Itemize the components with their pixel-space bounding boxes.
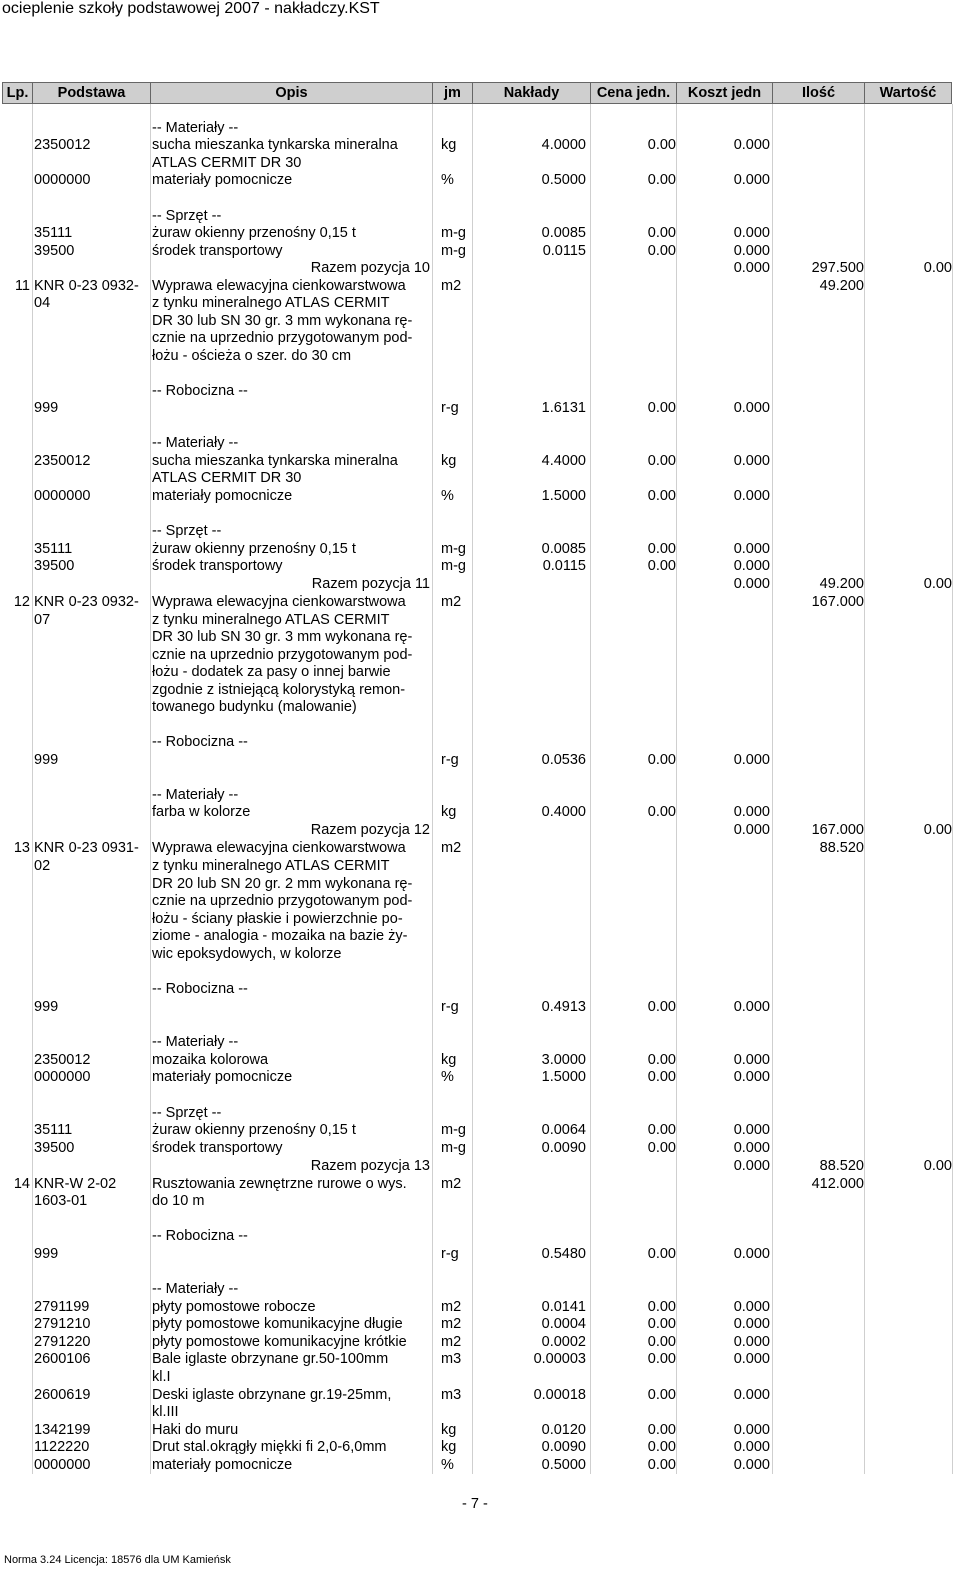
- cell-podstawa: 0000000: [34, 172, 91, 188]
- cell-opis: Rusztowania zewnętrzne rurowe o wys.: [152, 1176, 407, 1192]
- cell-opis: środek transportowy: [152, 243, 283, 259]
- cell-cena: 0.00: [647, 1334, 676, 1350]
- cell-opis: Deski iglaste obrzynane gr.19-25mm,: [152, 1387, 392, 1403]
- cell-cena: 0.00: [647, 1422, 676, 1438]
- cell-jm: m-g: [441, 541, 466, 557]
- column-header-koszt: Koszt jedn: [677, 83, 773, 103]
- position-total-label: Razem pozycja 13: [310, 1158, 430, 1174]
- cell-jm: m2: [441, 278, 462, 294]
- cell-opis: z tynku mineralnego ATLAS CERMIT: [152, 295, 390, 311]
- cell-jm: %: [441, 488, 454, 504]
- cell-koszt: 0.000: [733, 137, 770, 153]
- cell-ilosc: 297.500: [811, 260, 864, 276]
- cell-lp: 12: [13, 594, 30, 610]
- column-header-jm: jm: [433, 83, 473, 103]
- cell-jm: kg: [441, 1052, 457, 1068]
- cell-opis: cznie na uprzednio przygotowanym pod-: [152, 893, 413, 909]
- cell-jm: %: [441, 172, 454, 188]
- cell-podstawa: 2350012: [34, 137, 91, 153]
- cell-koszt: 0.000: [733, 1457, 770, 1473]
- cell-jm: kg: [441, 137, 457, 153]
- cell-opis: -- Materiały --: [152, 120, 239, 136]
- cell-podstawa: 999: [34, 1246, 59, 1262]
- column-divider: [150, 104, 151, 1474]
- cell-podstawa: 04: [34, 295, 51, 311]
- cell-podstawa: 39500: [34, 558, 75, 574]
- cell-opis: wic epoksydowych, w kolorze: [152, 946, 342, 962]
- cell-jm: m-g: [441, 243, 466, 259]
- cell-cena: 0.00: [647, 400, 676, 416]
- cell-naklady: 0.0090: [541, 1439, 586, 1455]
- cell-opis: Wyprawa elewacyjna cienkowarstwowa: [152, 594, 406, 610]
- cell-koszt: 0.000: [733, 1140, 770, 1156]
- cell-opis: materiały pomocnicze: [152, 1069, 293, 1085]
- column-divider: [952, 104, 953, 1474]
- cell-naklady: 0.0085: [541, 225, 586, 241]
- cell-opis: DR 30 lub SN 30 gr. 3 mm wykonana rę-: [152, 313, 413, 329]
- cell-opis: -- Materiały --: [152, 1281, 239, 1297]
- cell-koszt: 0.000: [733, 488, 770, 504]
- cell-jm: m-g: [441, 558, 466, 574]
- cell-opis: -- Robocizna --: [152, 1228, 248, 1244]
- cell-ilosc: 88.520: [819, 1158, 864, 1174]
- cell-wartosc: 0.00: [923, 1158, 952, 1174]
- cell-ilosc: 167.000: [811, 594, 864, 610]
- cell-ilosc: 49.200: [819, 576, 864, 592]
- column-divider: [676, 104, 677, 1474]
- cell-koszt: 0.000: [733, 1069, 770, 1085]
- cell-jm: kg: [441, 1422, 457, 1438]
- cell-opis: środek transportowy: [152, 558, 283, 574]
- cell-koszt: 0.000: [733, 752, 770, 768]
- cell-jm: m3: [441, 1351, 462, 1367]
- cell-cena: 0.00: [647, 225, 676, 241]
- cell-cena: 0.00: [647, 243, 676, 259]
- cell-cena: 0.00: [647, 1387, 676, 1403]
- cell-cena: 0.00: [647, 1069, 676, 1085]
- cell-opis: żuraw okienny przenośny 0,15 t: [152, 541, 356, 557]
- cell-opis: -- Materiały --: [152, 1034, 239, 1050]
- column-divider: [32, 104, 33, 1474]
- cell-opis: DR 20 lub SN 20 gr. 2 mm wykonana rę-: [152, 876, 413, 892]
- cell-naklady: 0.4913: [541, 999, 586, 1015]
- cell-wartosc: 0.00: [923, 576, 952, 592]
- cell-opis: żuraw okienny przenośny 0,15 t: [152, 225, 356, 241]
- column-divider: [864, 104, 865, 1474]
- cell-opis: płyty pomostowe robocze: [152, 1299, 316, 1315]
- cell-koszt: 0.000: [733, 1334, 770, 1350]
- cell-lp: 14: [13, 1176, 30, 1192]
- cell-opis: sucha mieszanka tynkarska mineralna: [152, 137, 398, 153]
- cell-podstawa: KNR-W 2-02: [34, 1176, 117, 1192]
- cell-opis: z tynku mineralnego ATLAS CERMIT: [152, 612, 390, 628]
- cell-opis: cznie na uprzednio przygotowanym pod-: [152, 330, 413, 346]
- cell-opis: łożu - dodatek za pasy o innej barwie: [152, 664, 391, 680]
- cell-opis: ziome - analogia - mozaika na bazie ży-: [152, 928, 408, 944]
- cell-cena: 0.00: [647, 1439, 676, 1455]
- cell-jm: r-g: [441, 999, 459, 1015]
- cell-koszt: 0.000: [733, 804, 770, 820]
- column-header-naklady: Nakłady: [473, 83, 591, 103]
- cell-ilosc: 412.000: [811, 1176, 864, 1192]
- cell-naklady: 0.5000: [541, 1457, 586, 1473]
- column-header-opis: Opis: [151, 83, 433, 103]
- cell-podstawa: 39500: [34, 1140, 75, 1156]
- cell-opis: Wyprawa elewacyjna cienkowarstwowa: [152, 840, 406, 856]
- cell-opis: środek transportowy: [152, 1140, 283, 1156]
- cell-cena: 0.00: [647, 1140, 676, 1156]
- cell-jm: m2: [441, 1299, 462, 1315]
- cell-podstawa: 999: [34, 752, 59, 768]
- cell-opis: -- Robocizna --: [152, 734, 248, 750]
- cell-opis: -- Materiały --: [152, 787, 239, 803]
- cell-podstawa: KNR 0-23 0931-: [34, 840, 139, 856]
- cell-lp: 13: [13, 840, 30, 856]
- position-total-label: Razem pozycja 10: [310, 260, 430, 276]
- cell-cena: 0.00: [647, 1246, 676, 1262]
- cell-opis: do 10 m: [152, 1193, 205, 1209]
- cell-podstawa: 0000000: [34, 1069, 91, 1085]
- column-divider: [432, 104, 433, 1474]
- cell-cena: 0.00: [647, 999, 676, 1015]
- cell-opis: Drut stal.okrągły miękki fi 2,0-6,0mm: [152, 1439, 387, 1455]
- cell-opis: -- Sprzęt --: [152, 523, 222, 539]
- cell-opis: płyty pomostowe komunikacyjne długie: [152, 1316, 403, 1332]
- cell-jm: m2: [441, 1334, 462, 1350]
- table-header: [2, 82, 952, 104]
- cell-jm: m-g: [441, 1122, 466, 1138]
- cell-jm: r-g: [441, 752, 459, 768]
- cell-koszt: 0.000: [733, 1351, 770, 1367]
- cell-opis: cznie na uprzednio przygotowanym pod-: [152, 647, 413, 663]
- cell-cena: 0.00: [647, 1351, 676, 1367]
- cell-opis: żuraw okienny przenośny 0,15 t: [152, 1122, 356, 1138]
- cell-opis: materiały pomocnicze: [152, 172, 293, 188]
- cell-koszt: 0.000: [733, 1122, 770, 1138]
- page-number: - 7 -: [462, 1496, 488, 1512]
- cell-jm: r-g: [441, 400, 459, 416]
- cell-cena: 0.00: [647, 1299, 676, 1315]
- column-divider: [472, 104, 473, 1474]
- cell-podstawa: 2791199: [34, 1299, 90, 1315]
- cell-naklady: 0.0120: [541, 1422, 586, 1438]
- cell-opis: DR 30 lub SN 30 gr. 3 mm wykonana rę-: [152, 629, 413, 645]
- cell-naklady: 4.0000: [541, 137, 586, 153]
- cell-podstawa: 1342199: [34, 1422, 91, 1438]
- cell-naklady: 0.0085: [541, 541, 586, 557]
- cell-koszt: 0.000: [733, 1246, 770, 1262]
- cell-podstawa: 999: [34, 999, 59, 1015]
- cell-cena: 0.00: [647, 137, 676, 153]
- cell-koszt: 0.000: [733, 1422, 770, 1438]
- cell-opis: zgodnie z istniejącą kolorystyką remon-: [152, 682, 406, 698]
- cell-opis: -- Sprzęt --: [152, 208, 222, 224]
- cell-podstawa: 02: [34, 858, 51, 874]
- cell-jm: m-g: [441, 1140, 466, 1156]
- cell-opis: kl.III: [152, 1404, 179, 1420]
- cell-koszt: 0.000: [733, 1316, 770, 1332]
- cell-naklady: 3.0000: [541, 1052, 586, 1068]
- cell-wartosc: 0.00: [923, 822, 952, 838]
- cell-koszt: 0.000: [733, 243, 770, 259]
- cell-podstawa: 2600106: [34, 1351, 91, 1367]
- cell-naklady: 0.0141: [541, 1299, 586, 1315]
- cell-koszt: 0.000: [733, 225, 770, 241]
- cell-naklady: 0.0536: [541, 752, 586, 768]
- cell-koszt: 0.000: [733, 260, 770, 276]
- cell-podstawa: KNR 0-23 0932-: [34, 278, 139, 294]
- cell-naklady: 0.5480: [541, 1246, 586, 1262]
- cell-jm: m2: [441, 1316, 462, 1332]
- cell-koszt: 0.000: [733, 558, 770, 574]
- cell-podstawa: 2350012: [34, 1052, 91, 1068]
- cell-jm: r-g: [441, 1246, 459, 1262]
- cell-opis: Haki do muru: [152, 1422, 239, 1438]
- cell-podstawa: 2791220: [34, 1334, 91, 1350]
- cell-opis: łożu - ościeża o szer. do 30 cm: [152, 348, 352, 364]
- cell-opis: z tynku mineralnego ATLAS CERMIT: [152, 858, 390, 874]
- column-header-cena: Cena jedn.: [591, 83, 677, 103]
- cell-opis: łożu - ściany płaskie i powierzchnie po-: [152, 911, 403, 927]
- footer-note: Norma 3.24 Licencja: 18576 dla UM Kamieńsk: [4, 1554, 231, 1566]
- cell-koszt: 0.000: [733, 576, 770, 592]
- cell-naklady: 0.0115: [542, 243, 586, 259]
- cell-koszt: 0.000: [733, 541, 770, 557]
- cell-opis: -- Sprzęt --: [152, 1105, 222, 1121]
- cell-wartosc: 0.00: [923, 260, 952, 276]
- cell-opis: -- Materiały --: [152, 435, 239, 451]
- cell-opis: towanego budynku (malowanie): [152, 699, 357, 715]
- cell-podstawa: 0000000: [34, 1457, 91, 1473]
- cell-cena: 0.00: [647, 752, 676, 768]
- cell-jm: kg: [441, 453, 457, 469]
- cell-podstawa: 1122220: [34, 1439, 90, 1455]
- cell-podstawa: 2350012: [34, 453, 91, 469]
- column-header-wartosc: Wartość: [879, 85, 937, 101]
- cell-koszt: 0.000: [733, 400, 770, 416]
- cell-cena: 0.00: [647, 1052, 676, 1068]
- cell-ilosc: 49.200: [819, 278, 864, 294]
- document-title: ocieplenie szkoły podstawowej 2007 - nakładczy.KST: [2, 0, 380, 17]
- cell-naklady: 1.6131: [541, 400, 586, 416]
- cell-podstawa: 35111: [34, 541, 73, 557]
- cell-opis: ATLAS CERMIT DR 30: [152, 155, 302, 171]
- cell-jm: m2: [441, 594, 462, 610]
- cell-ilosc: 167.000: [811, 822, 864, 838]
- cell-cena: 0.00: [647, 1122, 676, 1138]
- cell-podstawa: 07: [34, 612, 51, 628]
- cell-opis: -- Robocizna --: [152, 981, 248, 997]
- cell-opis: materiały pomocnicze: [152, 1457, 293, 1473]
- cell-jm: m-g: [441, 225, 466, 241]
- cell-opis: -- Robocizna --: [152, 383, 248, 399]
- cell-koszt: 0.000: [733, 1387, 770, 1403]
- cell-naklady: 0.0064: [541, 1122, 586, 1138]
- cell-naklady: 0.00003: [533, 1351, 586, 1367]
- column-header-lp: Lp.: [3, 83, 33, 103]
- cell-koszt: 0.000: [733, 999, 770, 1015]
- cell-naklady: 0.0115: [542, 558, 586, 574]
- cell-opis: farba w kolorze: [152, 804, 251, 820]
- cell-cena: 0.00: [647, 172, 676, 188]
- column-divider: [590, 104, 591, 1474]
- cell-jm: %: [441, 1457, 454, 1473]
- column-header-ilosc: Ilość: [773, 83, 865, 103]
- cell-opis: Wyprawa elewacyjna cienkowarstwowa: [152, 278, 406, 294]
- cell-naklady: 0.00018: [533, 1387, 586, 1403]
- cell-jm: m3: [441, 1387, 462, 1403]
- cell-naklady: 0.0090: [541, 1140, 586, 1156]
- cell-opis: Bale iglaste obrzynane gr.50-100mm: [152, 1351, 389, 1367]
- cell-koszt: 0.000: [733, 1299, 770, 1315]
- cell-podstawa: 39500: [34, 243, 75, 259]
- cell-opis: mozaika kolorowa: [152, 1052, 269, 1068]
- cell-cena: 0.00: [647, 453, 676, 469]
- cell-podstawa: 1603-01: [34, 1193, 88, 1209]
- cell-koszt: 0.000: [733, 1158, 770, 1174]
- cell-podstawa: KNR 0-23 0932-: [34, 594, 139, 610]
- cell-opis: płyty pomostowe komunikacyjne krótkie: [152, 1334, 407, 1350]
- cell-jm: kg: [441, 1439, 457, 1455]
- cell-naklady: 1.5000: [541, 488, 586, 504]
- cell-cena: 0.00: [647, 488, 676, 504]
- cell-koszt: 0.000: [733, 822, 770, 838]
- cell-cena: 0.00: [647, 541, 676, 557]
- cell-opis: ATLAS CERMIT DR 30: [152, 470, 302, 486]
- cell-lp: 11: [14, 278, 30, 294]
- cell-koszt: 0.000: [733, 453, 770, 469]
- cell-naklady: 0.4000: [541, 804, 586, 820]
- cell-opis: sucha mieszanka tynkarska mineralna: [152, 453, 398, 469]
- position-total-label: Razem pozycja 12: [310, 822, 430, 838]
- cell-podstawa: 2791210: [34, 1316, 91, 1332]
- cell-naklady: 0.0002: [541, 1334, 586, 1350]
- cell-naklady: 1.5000: [541, 1069, 586, 1085]
- position-total-label: Razem pozycja 11: [311, 576, 430, 592]
- cell-podstawa: 35111: [34, 225, 73, 241]
- cell-naklady: 0.0004: [541, 1316, 586, 1332]
- cell-koszt: 0.000: [733, 172, 770, 188]
- cell-jm: m2: [441, 840, 462, 856]
- cell-cena: 0.00: [647, 804, 676, 820]
- cell-cena: 0.00: [647, 558, 676, 574]
- cell-naklady: 0.5000: [541, 172, 586, 188]
- cell-cena: 0.00: [647, 1316, 676, 1332]
- cell-podstawa: 999: [34, 400, 59, 416]
- cell-jm: m2: [441, 1176, 462, 1192]
- cell-jm: kg: [441, 804, 457, 820]
- cell-podstawa: 35111: [34, 1122, 73, 1138]
- cell-jm: %: [441, 1069, 454, 1085]
- cell-opis: kl.I: [152, 1369, 171, 1385]
- cell-cena: 0.00: [647, 1457, 676, 1473]
- column-divider: [772, 104, 773, 1474]
- cell-naklady: 4.4000: [541, 453, 586, 469]
- cell-opis: materiały pomocnicze: [152, 488, 293, 504]
- cell-podstawa: 0000000: [34, 488, 91, 504]
- column-header-podstawa: Podstawa: [33, 83, 151, 103]
- cell-koszt: 0.000: [733, 1052, 770, 1068]
- cell-koszt: 0.000: [733, 1439, 770, 1455]
- cell-podstawa: 2600619: [34, 1387, 91, 1403]
- cell-ilosc: 88.520: [819, 840, 864, 856]
